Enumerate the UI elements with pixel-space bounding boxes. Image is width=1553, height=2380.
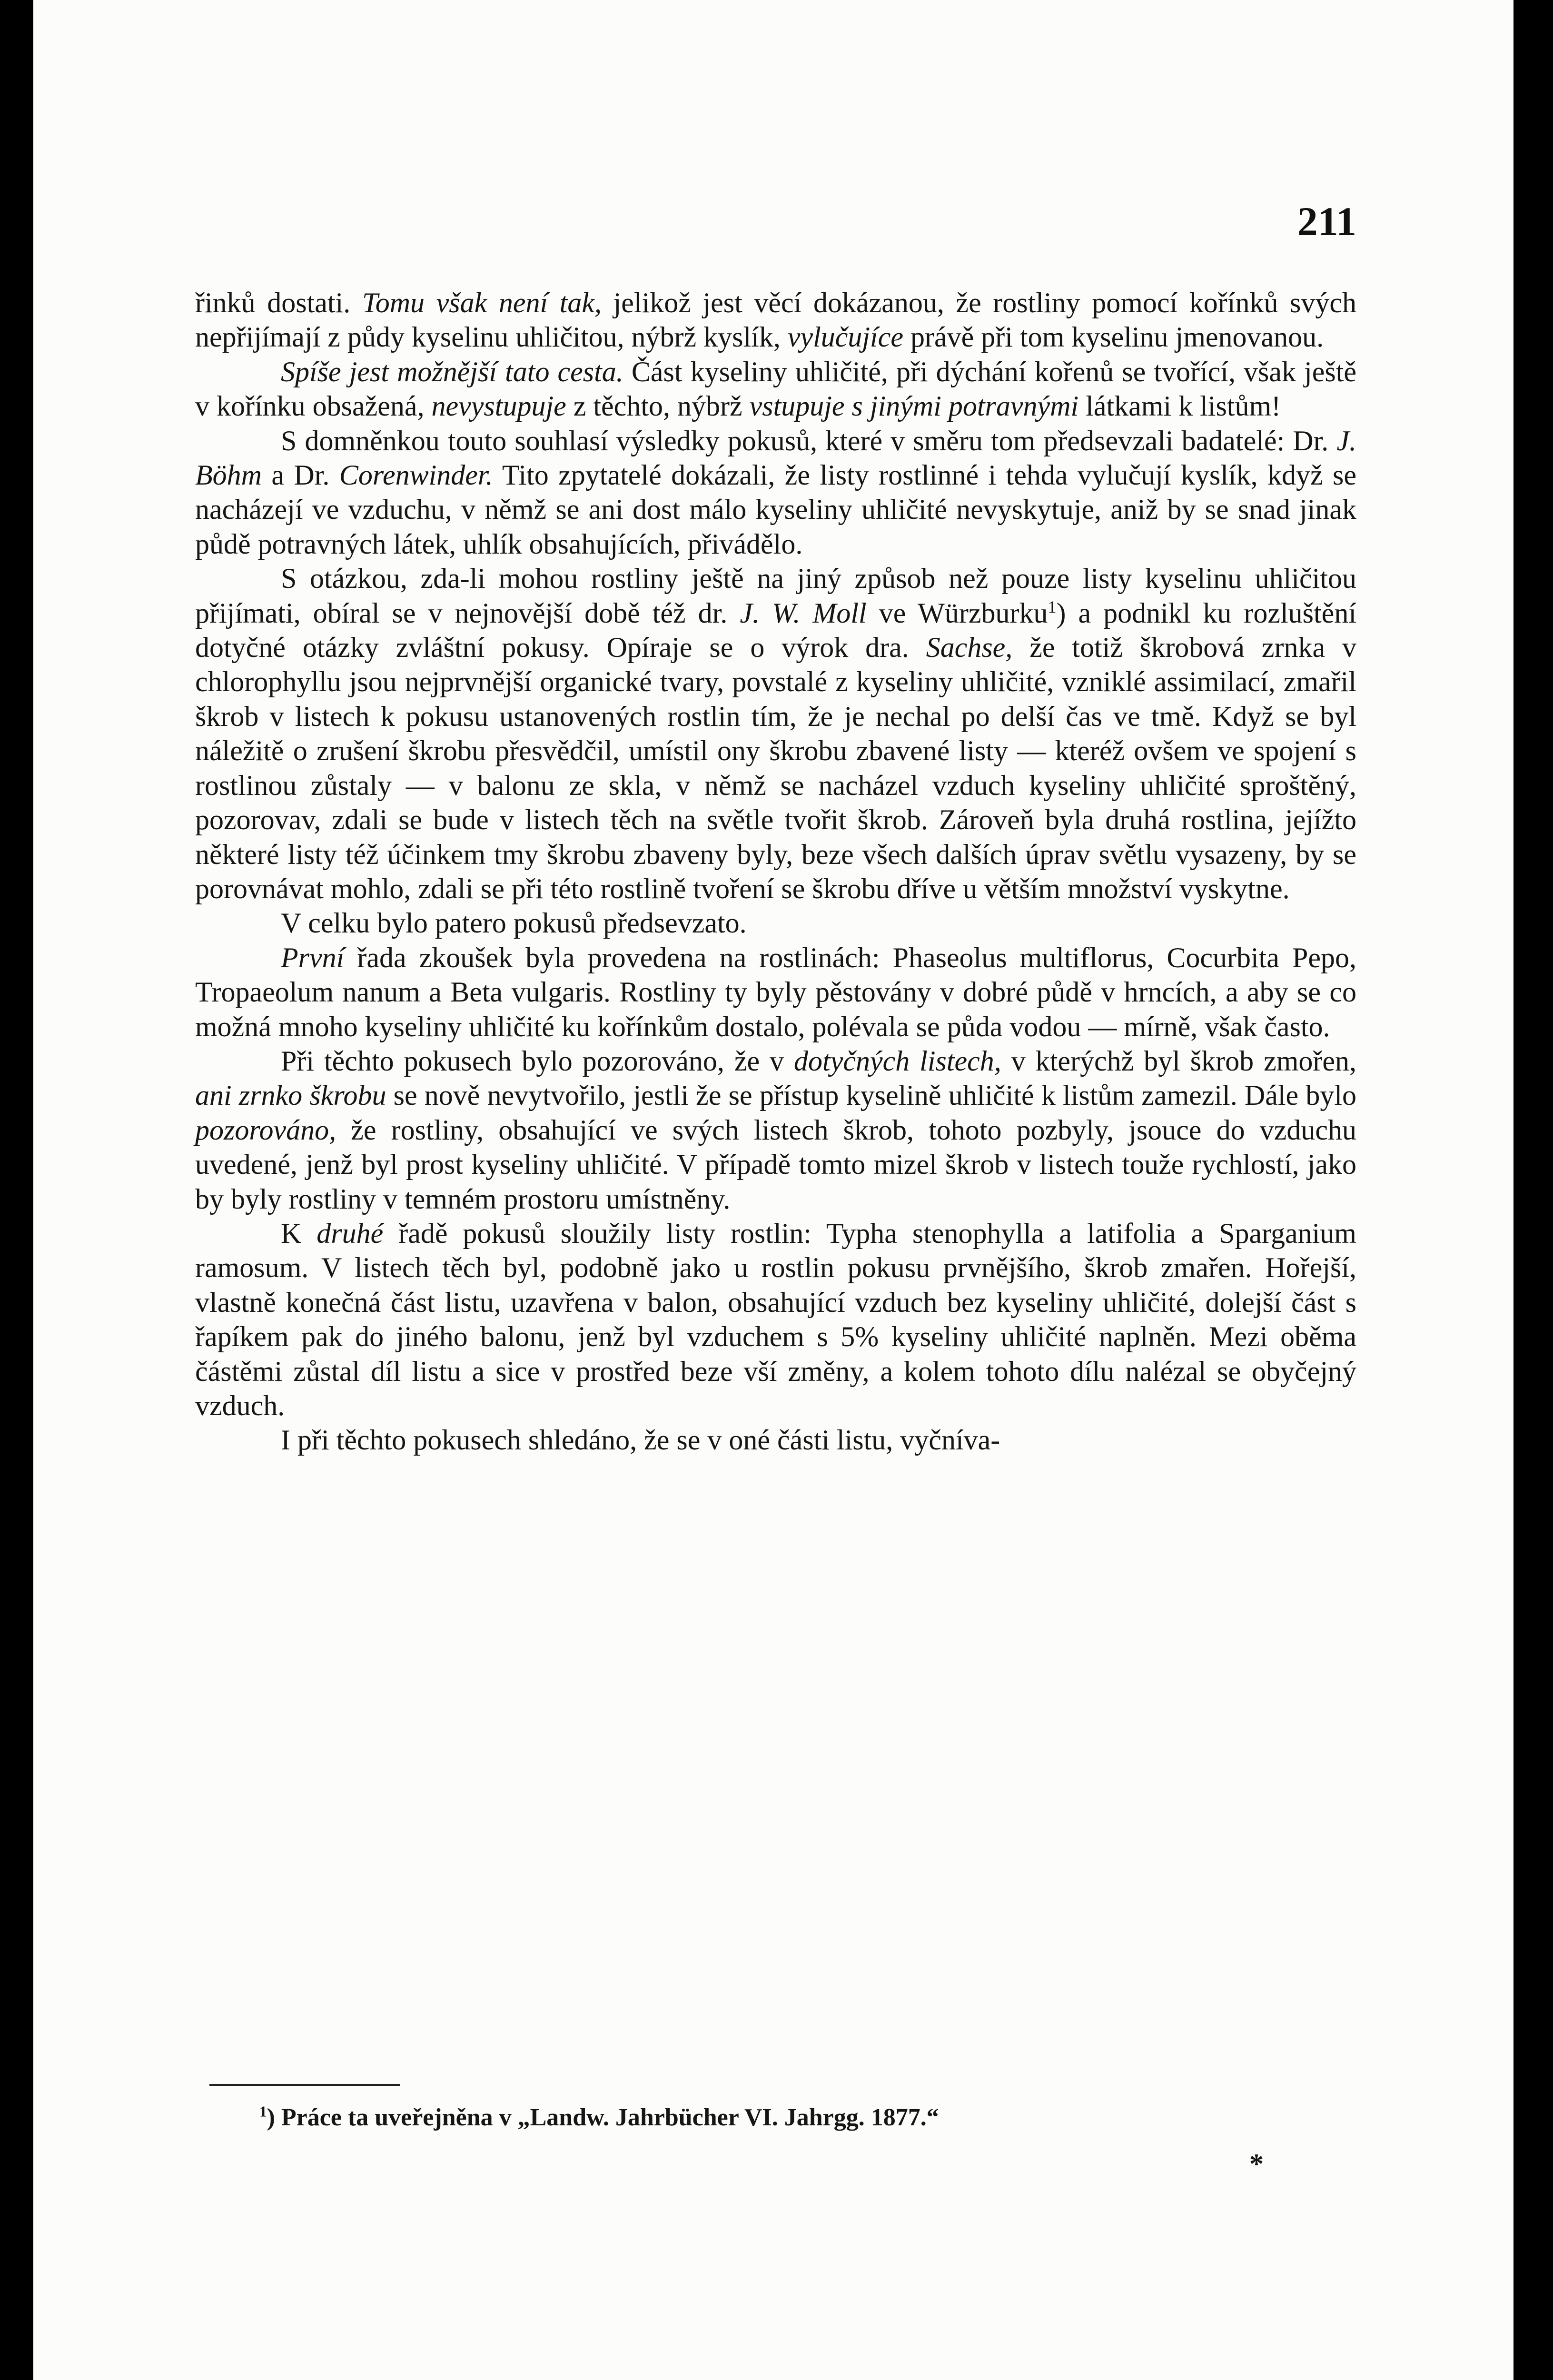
book-page bbox=[33, 0, 1513, 2380]
paragraph bbox=[195, 1216, 1356, 1423]
text-run: se nově nevytvořilo, jestli že se přístup kyselině uhličité k listům zamezil. Dále bylo bbox=[386, 1080, 1356, 1111]
emphasis-text: druhé bbox=[317, 1217, 384, 1249]
text-run: S otázkou, zda-li mohou rostliny ještě na jiný způsob než pouze listy kyselinu uhličitou přijímati, obíral se v nejnovější době též dr. bbox=[195, 563, 1356, 629]
emphasis-text: J. Böhm bbox=[195, 425, 1356, 491]
footnote-divider bbox=[209, 2084, 400, 2086]
text-run: ) a podnikl ku rozluštění dotyčné otázky zvláštní pokusy. Opíraje se o výrok dra. bbox=[195, 597, 1356, 664]
emphasis-text: ani zrnko škrobu bbox=[195, 1080, 386, 1111]
text-run: právě při tom kyselinu jmenovanou. bbox=[903, 321, 1324, 353]
emphasis-text: Spíše jest možnější tato cesta. bbox=[281, 356, 623, 387]
emphasis-text: Tomu však není tak, bbox=[362, 287, 602, 318]
paragraph bbox=[195, 355, 1356, 424]
text-run: S domněnkou touto souhlasí výsledky pokusů, které v směru tom předsevzali badatelé: Dr. bbox=[281, 425, 1337, 456]
text-run: řada zkoušek byla provedena na rostlinách: Phaseolus multiflorus, Cocurbita Pepo, Tropaeolum nanum a Beta vulgaris. Rostliny ty byly pěstovány v dobré půdě v hrncích, a aby se co možná mnoho kyseliny uhličité ku kořínkům dostalo, polévala se půda vodou — mírně, však často. bbox=[195, 942, 1356, 1042]
paragraph bbox=[195, 1423, 1356, 1457]
text-run: z těchto, nýbrž bbox=[566, 390, 750, 422]
emphasis-text: Sachse, bbox=[926, 632, 1013, 664]
text-run: Tito zpytatelé dokázali, že listy rostlinné i tehda vylučují kyslík, když se nacházejí ve vzduchu, v němž se ani dost málo kyseliny uhličité nevyskytuje, aniž by se snad jinak půdě potravných látek, uhlík obsahujících, přivádělo. bbox=[195, 459, 1356, 560]
footnote bbox=[259, 2103, 1306, 2132]
footnote-text: ) Práce ta uveřejněna v „Landw. Jahrbücher VI. Jahrgg. 1877.“ bbox=[267, 2104, 939, 2131]
text-run: řinků dostati. bbox=[195, 287, 362, 318]
text-run: řadě pokusů sloužily listy rostlin: Typha stenophylla a latifolia a Sparganium ramosum. V listech těch byl, podobně jako u rostlin pokusu prvnějšího, škrob zmařen. Hořejší, vlastně konečná část listu, uzavřena v balon, obsahující vzduch bez kyseliny uhličité, dolejší část s řapíkem pak do jiného balonu, jenž byl vzduchem s 5% kyseliny uhličité naplněn. Mezi oběma částěmi zůstal díl listu a sice v prostřed beze vší změny, a kolem tohoto dílu nalézal se obyčejný vzduch. bbox=[195, 1217, 1356, 1421]
text-run: jelikož jest věcí dokázanou, že rostliny pomocí kořínků svých nepřijímají z půdy kyselinu uhličitou, nýbrž kyslík, bbox=[195, 287, 1357, 353]
printer-mark: * bbox=[1249, 2148, 1264, 2180]
text-run: V celku bylo patero pokusů předsevzato. bbox=[281, 907, 747, 939]
text-run: látkami k listům! bbox=[1078, 390, 1281, 422]
emphasis-text: pozorováno, bbox=[195, 1114, 336, 1146]
paragraph bbox=[195, 906, 1356, 940]
text-run: Část kyseliny uhličité, při dýchání kořenů se tvořící, však ještě v kořínku obsažená, bbox=[195, 356, 1356, 422]
emphasis-text: vylučujíce bbox=[787, 321, 903, 353]
body-text bbox=[195, 286, 1356, 1458]
paragraph bbox=[195, 1044, 1356, 1216]
paragraph bbox=[195, 941, 1356, 1044]
emphasis-text: J. W. Moll bbox=[740, 597, 867, 629]
emphasis-text: nevystupuje bbox=[431, 390, 566, 422]
footnote-ref: 1 bbox=[1048, 597, 1057, 616]
footnote-mark: 1 bbox=[259, 2103, 267, 2120]
text-run: I při těchto pokusech shledáno, že se v oné části listu, vyčníva- bbox=[281, 1424, 1000, 1456]
text-run: a Dr. bbox=[261, 459, 339, 491]
paragraph bbox=[195, 286, 1356, 355]
emphasis-text: dotyčných listech, bbox=[794, 1045, 1001, 1077]
emphasis-text: vstupuje s jinými potravnými bbox=[749, 390, 1079, 422]
text-run: ve Würzburku bbox=[866, 597, 1048, 629]
paragraph bbox=[195, 561, 1356, 906]
text-run: Při těchto pokusech bylo pozorováno, že v bbox=[281, 1045, 794, 1077]
paragraph bbox=[195, 424, 1356, 562]
text-run: v kterýchž byl škrob zmořen, bbox=[1001, 1045, 1356, 1077]
page-number: 211 bbox=[1297, 198, 1356, 244]
text-run: že totiž škrobová zrnka v chlorophyllu jsou nejprvnější organické tvary, povstalé z kyseliny uhličité, vzniklé assimilací, zmařil škrob v listech k pokusu ustanovených rostlin tím, že je nechal po delší čas ve tmě. Když se byl náležitě o zrušení škrobu přesvědčil, umístil ony škrobu zbavené listy — kteréž ovšem ve spojení s rostlinou zůstaly — v balonu ze skla, v němž se nacházel vzduch kyseliny uhličité sproštěný, pozorovav, zdali se bude v listech těch na světle tvořit škrob. Zároveň byla druhá rostlina, jejížto některé listy též účinkem tmy škrobu zbaveny byly, beze všech dalších úprav světlu vysazeny, by se porovnávat mohlo, zdali se při této rostlině tvoření se škrobu dříve u větším množství vyskytne. bbox=[195, 632, 1357, 904]
emphasis-text: První bbox=[281, 942, 345, 973]
text-run: K bbox=[281, 1217, 317, 1249]
text-run: že rostliny, obsahující ve svých listech škrob, tohoto pozbyly, jsouce do vzduchu uvedené, jenž byl prost kyseliny uhličité. V případě tomto mizel škrob v listech touže rychlostí, jako by byly rostliny v temném prostoru umístněny. bbox=[195, 1114, 1356, 1215]
emphasis-text: Corenwinder. bbox=[339, 459, 493, 491]
